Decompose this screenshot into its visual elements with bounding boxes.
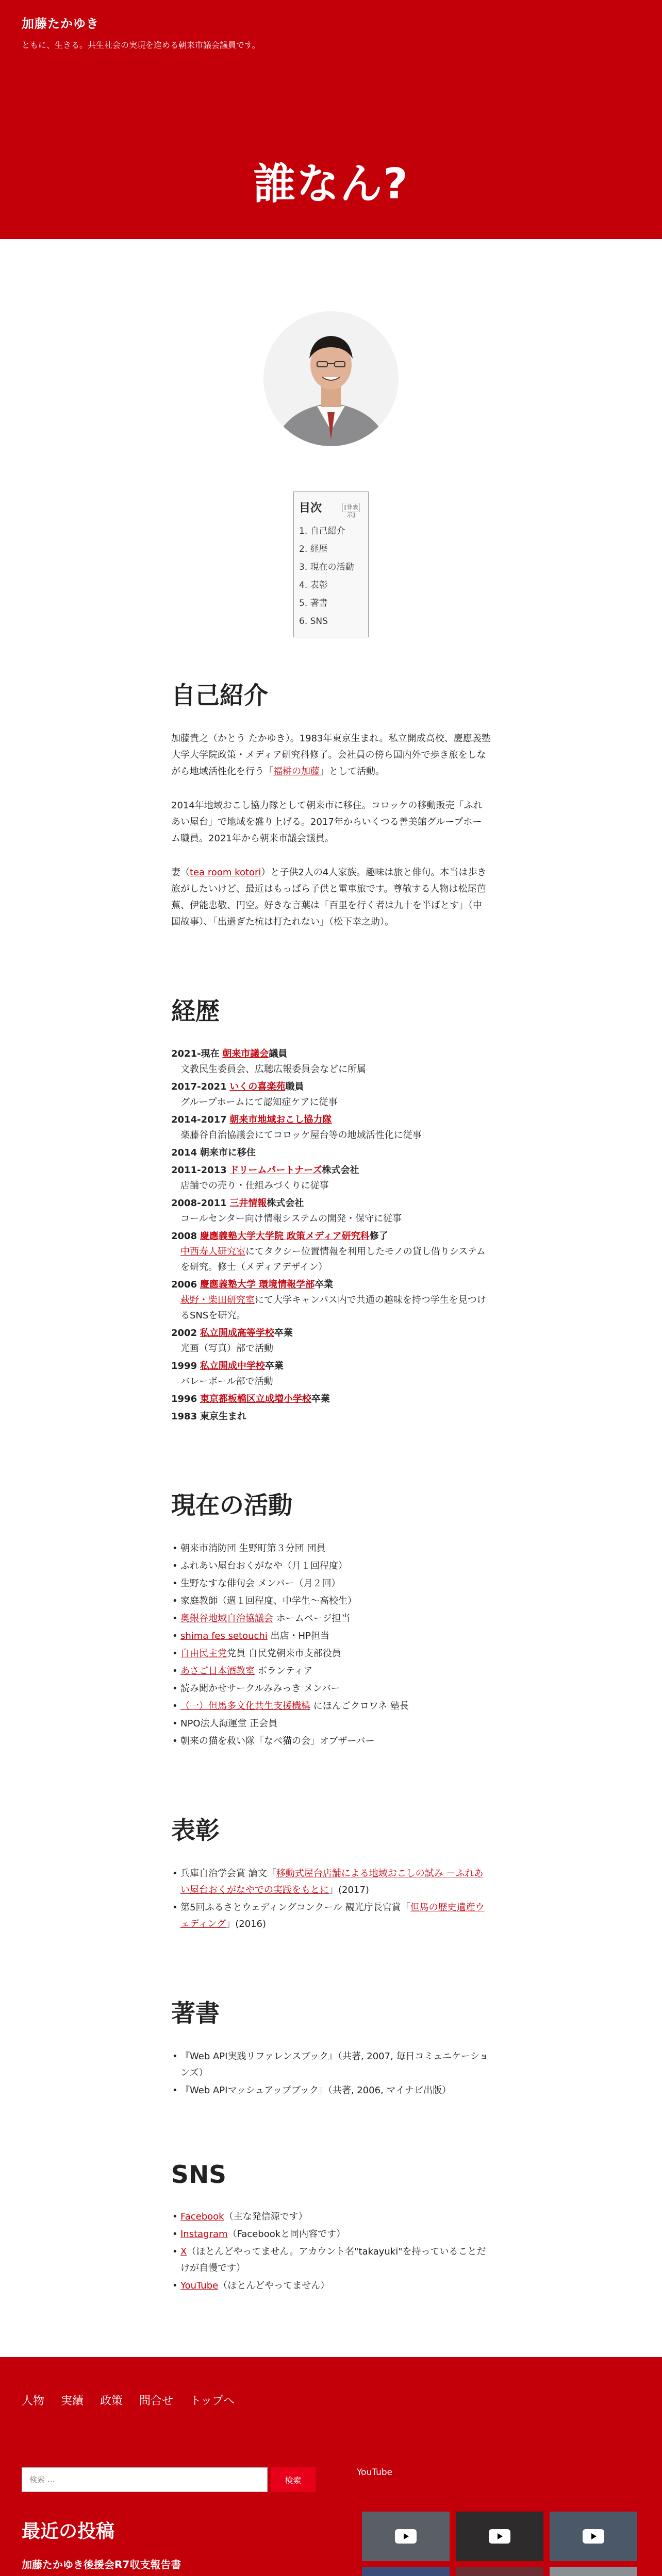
career-org-link[interactable]: 慶應義塾大学 環境情報学部 [200, 1279, 315, 1290]
career-entry [171, 1229, 491, 1275]
career-lab-link[interactable]: 萩野・柴田研究室 [180, 1295, 255, 1306]
activity-text: にほんごクロワネ 塾長 [310, 1701, 409, 1711]
career-role: 卒業 [315, 1279, 334, 1290]
activity-item [171, 1681, 491, 1697]
play-icon [583, 2529, 604, 2544]
sns-link[interactable]: X [180, 2246, 187, 2257]
career-entry [171, 1196, 491, 1227]
career-year: 1999 [171, 1361, 197, 1371]
table-of-contents [293, 492, 369, 637]
activity-link[interactable]: （一）但馬多文化共生支援機構 [180, 1701, 310, 1711]
book-item: • 『Web APIマッシュアップブック』（共著, 2006, マイナビ出版） [171, 2082, 491, 2099]
activity-text: 出店・HP担当 [267, 1631, 329, 1641]
activity-text: 朝来市消防団 生野町第３分団 団員 [180, 1543, 326, 1554]
profile-photo [263, 311, 399, 446]
career-line [171, 1196, 491, 1211]
career-line [171, 1392, 491, 1407]
youtube-video-thumbnail[interactable] [456, 2567, 543, 2576]
activity-item [171, 1575, 491, 1592]
career-entry [171, 1046, 491, 1077]
activities-list [171, 1540, 491, 1750]
career-role: 朝来市に移住 [200, 1147, 256, 1158]
intro-text-span: 妻（ [171, 867, 190, 878]
career-year: 1996 [171, 1394, 197, 1404]
intro-text-span: ）と子供2人の4人家族。趣味は旅と俳句。本当は歩き旅がしたいけど、最近はもっぱら子供と電車旅です。尊敬する人物は松尾芭蕉、伊能忠敬、円空。好きな言葉は「百里を行く者は九十を半ばとす」（中国故事）、「出過ぎた杭は打たれない」（松下幸之助）。 [171, 867, 487, 927]
award-text: 」(2017) [329, 1885, 369, 1895]
activity-item [171, 1663, 491, 1680]
career-line [171, 1046, 491, 1062]
career-org-link[interactable]: 私立開成中学校 [200, 1361, 265, 1371]
footer-left-column [22, 2467, 316, 2576]
intro-paragraph [171, 865, 491, 930]
awards-list [171, 1866, 491, 1933]
activity-text: 家庭教師（週１回程度、中学生〜高校生） [180, 1596, 357, 1606]
career-role: 東京生まれ [200, 1411, 246, 1422]
career-detail-text: バレーボール部で活動 [180, 1376, 273, 1387]
footer-search-input[interactable] [22, 2467, 268, 2492]
career-detail [171, 1293, 491, 1324]
career-list [171, 1046, 491, 1425]
activity-text: NPO法人海運堂 正会員 [180, 1718, 278, 1729]
activity-text: ボランティア [255, 1666, 313, 1676]
career-entry [171, 1359, 491, 1389]
sns-note: （ほとんどやってません） [218, 2280, 330, 2291]
brand [22, 13, 260, 50]
career-detail-text: コールセンター向け情報システムの開発・保守に従事 [180, 1213, 402, 1224]
career-detail [171, 1211, 491, 1227]
footer-nav-person[interactable]: 人物 [22, 2395, 45, 2408]
youtube-video-thumbnail[interactable] [550, 2512, 637, 2561]
career-org-link[interactable]: 朝来市議会 [222, 1048, 269, 1059]
career-entry [171, 1326, 491, 1357]
section-title-intro: 自己紹介 [171, 682, 268, 710]
sns-link[interactable]: Instagram [180, 2229, 228, 2240]
career-org-link[interactable]: 私立開成高等学校 [200, 1328, 274, 1338]
career-line [171, 1409, 491, 1425]
intro-paragraph: 2014年地域おこし協力隊として朝来市に移住。コロッケの移動販売「ふれあい屋台」で地域を盛り上げる。2017年からいくつる善美館グループホーム職員。2021年から朝来市議会議員。 [171, 800, 483, 844]
career-line [171, 1112, 491, 1128]
career-detail [171, 1095, 491, 1110]
tea-room-link[interactable]: tea room kotori [190, 867, 261, 878]
activity-item [171, 1628, 491, 1645]
footer-nav [0, 2357, 662, 2425]
career-entry [171, 1145, 491, 1161]
footer-nav-top[interactable]: トップへ [190, 2395, 235, 2408]
career-line [171, 1145, 491, 1161]
footer-widgets [0, 2425, 662, 2576]
site-title[interactable]: 加藤たかゆき [22, 16, 99, 31]
footer-nav-contact[interactable]: 問合せ [139, 2395, 174, 2408]
career-lab-link[interactable]: 中西寿人研究室 [180, 1246, 245, 1257]
main-content [171, 239, 491, 2357]
activity-text: ふれあい屋台おくがなや（月１回程度） [180, 1561, 347, 1571]
sns-note: （主な発信源です） [224, 2211, 308, 2222]
career-role: 株式会社 [267, 1198, 304, 1209]
award-item [171, 1900, 491, 1933]
intro-text [171, 731, 491, 930]
career-detail [171, 1341, 491, 1357]
career-line [171, 1229, 491, 1244]
toc-item-awards[interactable]: 4. 表彰 [299, 580, 328, 590]
activity-link[interactable]: 奥銀谷地域自治協議会 [180, 1613, 273, 1624]
intro-text-span: 加藤貴之（かとう たかゆき）。1983年東京生まれ。私立開成高校、慶應義塾大学大学院政策・メディア研究科修了。会社員の傍ら国内外で歩き旅をしながら地域活性化を行う「 [171, 733, 491, 777]
sns-link[interactable]: YouTube [180, 2280, 219, 2291]
activity-item [171, 1698, 491, 1715]
activity-text: 党員 自民党朝来市支部役員 [227, 1648, 341, 1659]
career-detail-text: 楽藤谷自治協議会にてコロッケ屋台等の地域活性化に従事 [180, 1130, 422, 1141]
sns-item [171, 2209, 491, 2225]
footer-nav-achievements[interactable]: 実績 [61, 2395, 84, 2408]
book-item: • 『Web API実践リファレンスブック』（共著, 2007, 毎日コミュニケーションズ） [171, 2048, 491, 2081]
career-role: 卒業 [264, 1361, 284, 1371]
activity-item [171, 1611, 491, 1627]
section-title-awards: 表彰 [171, 1817, 220, 1845]
activity-item [171, 1593, 491, 1609]
youtube-video-thumbnail[interactable] [362, 2567, 450, 2576]
career-line [171, 1079, 491, 1095]
footer-nav-policy[interactable]: 政策 [100, 2395, 123, 2408]
books-list [171, 2048, 491, 2099]
section-title-career: 経歴 [171, 997, 220, 1026]
youtube-video-thumbnail[interactable] [550, 2567, 637, 2576]
activity-item [171, 1558, 491, 1574]
youtube-video-thumbnail[interactable] [456, 2512, 543, 2561]
activity-item [171, 1716, 491, 1732]
career-role: 職員 [285, 1081, 304, 1092]
sns-item [171, 2226, 491, 2243]
career-role: 修了 [369, 1231, 388, 1242]
award-text: 」(2016) [226, 1919, 267, 1929]
career-detail [171, 1244, 491, 1275]
award-link[interactable]: 移動式屋台店舗による地域おこしの試み －ふれあい屋台おくがなやでの実践をもとに [180, 1868, 484, 1895]
recent-posts-title: 最近の投稿 [22, 2521, 115, 2542]
career-detail [171, 1128, 491, 1143]
site-header [0, 0, 662, 58]
career-detail-text: 光画（写真）部で活動 [180, 1343, 273, 1354]
section-title-activities: 現在の活動 [171, 1492, 292, 1520]
career-line [171, 1163, 491, 1178]
career-org-link[interactable]: 三井情報 [229, 1198, 267, 1209]
youtube-widget-title: YouTube [357, 2467, 393, 2478]
career-year: 2021-現在 [171, 1048, 220, 1059]
site-footer [0, 2357, 662, 2576]
toc-toggle-button[interactable]: [非表示] [342, 503, 360, 512]
career-year: 2014-2017 [171, 1114, 227, 1125]
footer-search [22, 2467, 316, 2492]
award-text: 第5回ふるさとウェディングコンクール 観光庁長官賞「 [180, 1902, 410, 1913]
hero-banner [0, 58, 662, 239]
section-title-sns: SNS [171, 2161, 227, 2189]
career-detail-text: にて大学キャンパス内で共通の趣味を持つ学生を見つけるSNSを研究。 [180, 1295, 486, 1321]
career-line [171, 1326, 491, 1341]
career-entry [171, 1163, 491, 1194]
career-org-link[interactable]: 慶應義塾大学大学院 政策メディア研究科 [200, 1231, 370, 1242]
recent-posts-list [22, 2557, 316, 2576]
activity-link[interactable]: あさご日本酒教室 [180, 1666, 255, 1676]
toc-title: 目次 [299, 502, 322, 515]
site-description: ともに、生きる。共生社会の実現を進める朝来市議会議員です。 [22, 40, 260, 50]
intro-paragraph [171, 731, 491, 780]
career-year: 2017-2021 [171, 1081, 227, 1092]
activity-text: 朝来の猫を救い隊「なべ猫の会」オブザーバー [180, 1736, 375, 1747]
toc-item-books[interactable]: 5. 著書 [299, 598, 328, 608]
career-line [171, 1277, 491, 1293]
intro-text-span: 」として活動。 [320, 766, 385, 777]
toc-item-sns[interactable]: 6. SNS [299, 616, 328, 626]
toc-item-career[interactable]: 2. 経歴 [299, 544, 328, 554]
award-link[interactable]: 但馬の歴史遺産ウェディング [180, 1902, 485, 1929]
career-year: 2006 [171, 1279, 197, 1290]
career-detail-text: グループホームにて認知症ケアに従事 [180, 1097, 338, 1108]
play-icon [395, 2529, 417, 2544]
activity-link[interactable]: shima fes setouchi [180, 1631, 268, 1641]
recent-post [22, 2557, 316, 2576]
play-icon [489, 2529, 510, 2544]
career-year: 2002 [171, 1328, 197, 1338]
career-role: 株式会社 [322, 1165, 359, 1176]
career-detail-text: 店舗での売り・仕組みづくりに従事 [180, 1180, 329, 1191]
activity-item [171, 1540, 491, 1557]
career-detail [171, 1374, 491, 1389]
sns-list [171, 2209, 491, 2294]
career-role: 卒業 [274, 1328, 293, 1338]
recent-post-link[interactable]: 加藤たかゆき後援会R7収支報告書 [22, 2558, 181, 2571]
sns-item [171, 2244, 491, 2277]
youtube-video-grid [362, 2512, 649, 2576]
career-role: 卒業 [311, 1394, 330, 1404]
career-year: 2008-2011 [171, 1198, 227, 1209]
section-title-books: 著書 [171, 1999, 220, 2028]
career-year: 2014 [171, 1147, 197, 1158]
career-org-link[interactable]: いくの喜楽苑 [229, 1081, 286, 1092]
career-entry [171, 1079, 491, 1110]
career-role: 議員 [269, 1048, 288, 1059]
youtube-video-thumbnail[interactable] [362, 2512, 450, 2561]
toc-item-intro[interactable]: 1. 自己紹介 [299, 526, 345, 536]
sns-note: （ほとんどやってません。アカウント名"takayuki"を持っていることだけが自慢です） [180, 2246, 486, 2274]
page-title: 誰なん? [253, 160, 409, 209]
career-org-link[interactable]: 朝来市地域おこし協力隊 [229, 1114, 332, 1125]
activity-link[interactable]: 自由民主党 [180, 1648, 227, 1659]
career-year: 2008 [171, 1231, 197, 1242]
career-org-link[interactable]: ドリームパートナーズ [229, 1165, 322, 1176]
toc-item-activities[interactable]: 3. 現在の活動 [299, 562, 354, 572]
activity-text: 読み聞かせサークルみみっき メンバー [180, 1683, 340, 1694]
activity-text: 生野なすな俳句会 メンバー（月２回） [180, 1578, 341, 1589]
career-entry [171, 1277, 491, 1324]
activity-item [171, 1733, 491, 1750]
career-year: 2011-2013 [171, 1165, 227, 1176]
sns-link[interactable]: Facebook [180, 2211, 224, 2222]
career-entry [171, 1392, 491, 1407]
career-detail-text: にてタクシー位置情報を利用したモノの貸し借りシステムを研究。修士（メディアデザイン） [180, 1246, 486, 1273]
award-item [171, 1866, 491, 1899]
career-entry [171, 1409, 491, 1425]
activity-item [171, 1646, 491, 1662]
footer-search-button[interactable]: 検索 [271, 2467, 316, 2492]
footer-right-column [357, 2467, 649, 2576]
fukukou-link[interactable]: 福耕の加藤 [273, 766, 320, 777]
career-line [171, 1359, 491, 1374]
sns-item [171, 2278, 491, 2294]
career-detail [171, 1178, 491, 1194]
activity-text: ホームページ担当 [273, 1613, 351, 1624]
sns-note: （Facebookと同内容です） [227, 2229, 346, 2240]
career-org-link[interactable]: 東京都板橋区立成増小学校 [200, 1394, 311, 1404]
award-text: 兵庫自治学会賞 論文「 [180, 1868, 276, 1879]
career-detail [171, 1062, 491, 1077]
career-year: 1983 [171, 1411, 197, 1422]
career-entry [171, 1112, 491, 1143]
career-detail-text: 文教民生委員会、広聴広報委員会などに所属 [180, 1064, 366, 1075]
